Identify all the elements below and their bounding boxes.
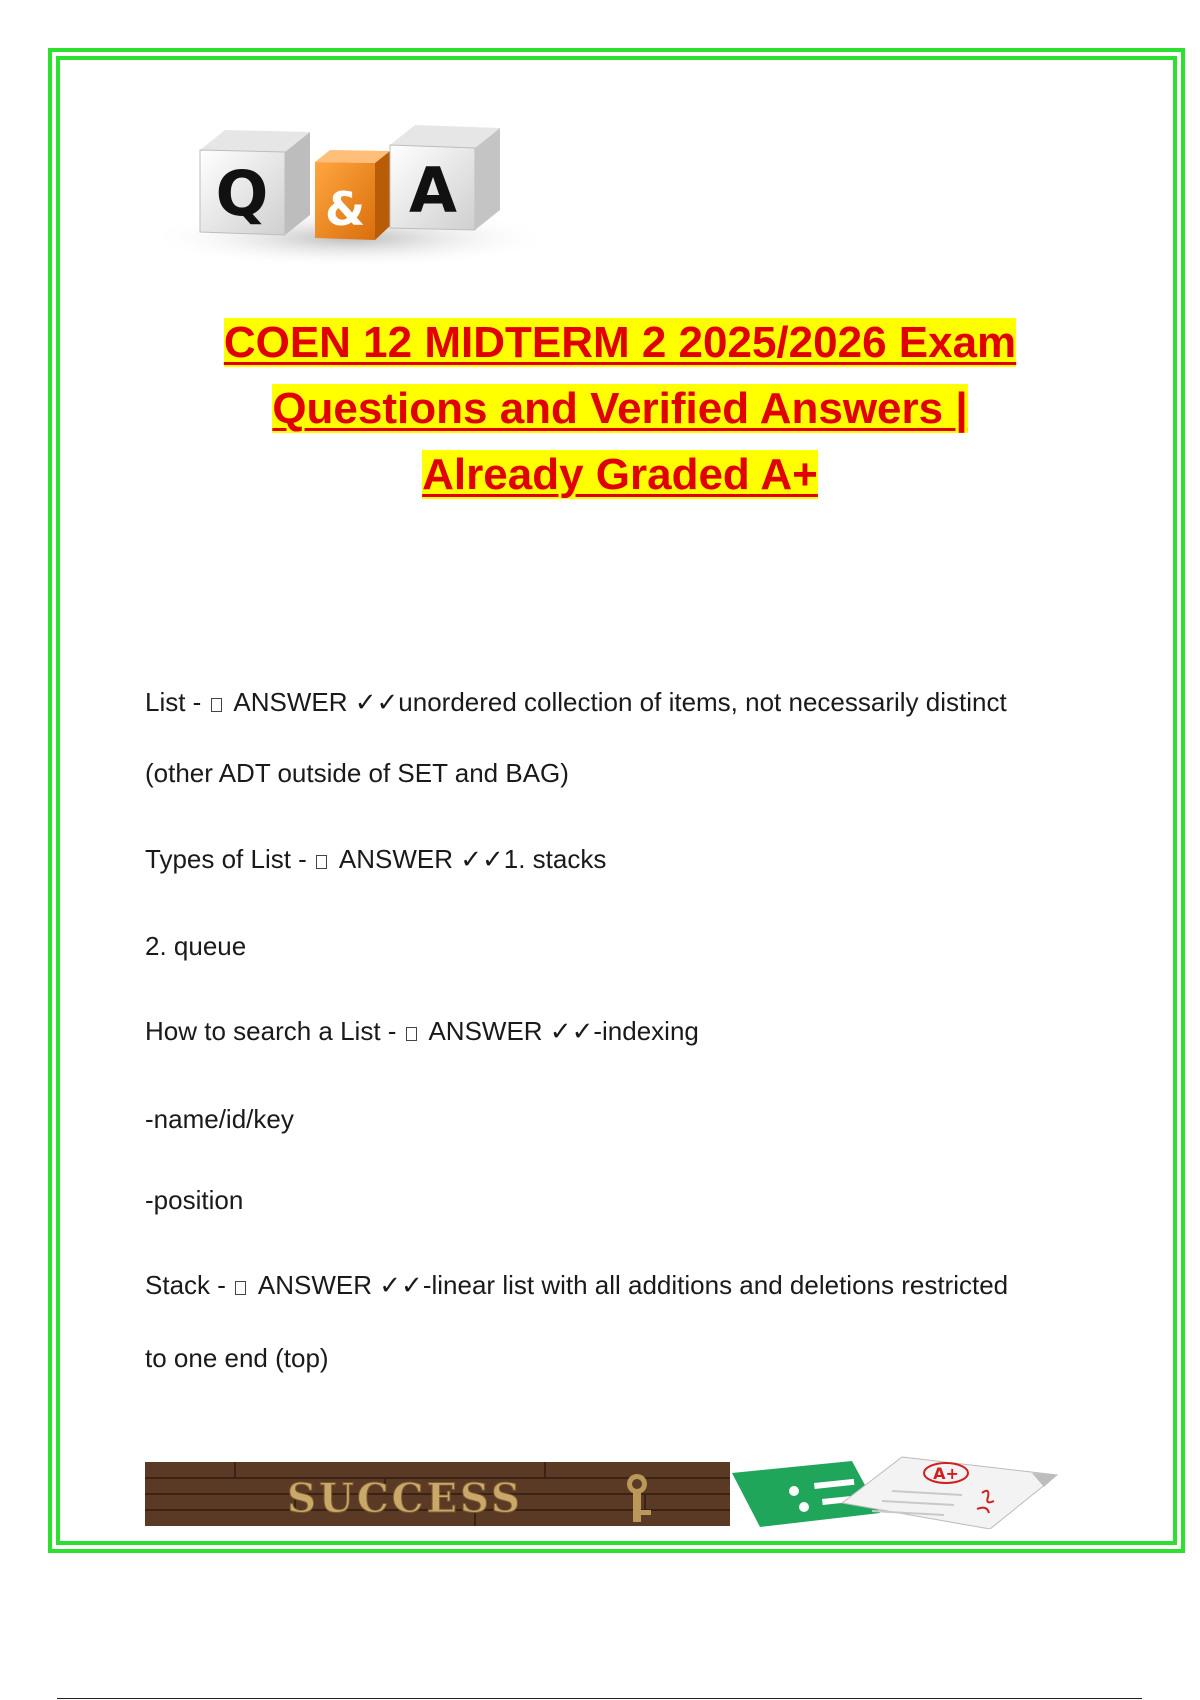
qa-search-answer-cont-2: -position bbox=[145, 1185, 244, 1215]
qa-types-question: Types of List - ANSWER ✓✓1. stacks bbox=[145, 844, 607, 874]
grade-stamp: A+ bbox=[933, 1464, 959, 1483]
document-title bbox=[130, 310, 1110, 508]
qa-stack-answer-cont: to one end (top) bbox=[145, 1343, 329, 1373]
qa-list-answer-cont: (other ADT outside of SET and BAG) bbox=[145, 758, 569, 788]
success-banner-image bbox=[145, 1462, 730, 1526]
title-line-3: Already Graded A+ bbox=[422, 450, 818, 499]
die-a: A bbox=[409, 154, 457, 227]
die-ampersand: & bbox=[324, 182, 366, 236]
missing-glyph-icon bbox=[316, 855, 327, 869]
title-line-1: COEN 12 MIDTERM 2 2025/2026 Exam bbox=[223, 318, 1017, 367]
page-footer-rule bbox=[57, 1698, 1142, 1699]
qa-types-answer-cont: 2. queue bbox=[145, 931, 247, 961]
title-line-2: Questions and Verified Answers | bbox=[272, 384, 968, 433]
missing-glyph-icon bbox=[211, 698, 222, 712]
die-q: Q bbox=[215, 157, 269, 230]
success-text: SUCCESS bbox=[287, 1475, 523, 1522]
page-border-inner bbox=[56, 56, 1177, 1545]
missing-glyph-icon bbox=[406, 1027, 417, 1041]
qa-list-question: List - ANSWER ✓✓unordered collection of items, not necessarily distinct bbox=[145, 687, 1007, 717]
qa-dice-logo bbox=[145, 90, 555, 275]
graded-paper-image bbox=[732, 1453, 1072, 1529]
qa-stack-question: Stack - ANSWER ✓✓-linear list with all additions and deletions restricted bbox=[145, 1270, 1009, 1300]
qa-search-answer-cont-1: -name/id/key bbox=[145, 1104, 294, 1134]
missing-glyph-icon bbox=[235, 1281, 246, 1295]
qa-search-question: How to search a List - ANSWER ✓✓-indexing bbox=[145, 1016, 699, 1046]
